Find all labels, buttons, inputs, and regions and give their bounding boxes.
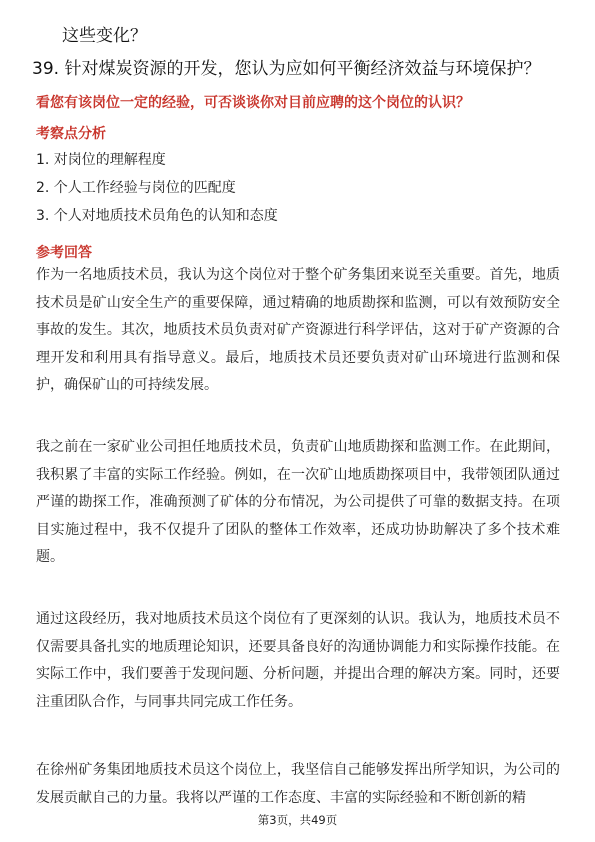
answer-paragraph: 通过这段经历，我对地质技术员这个岗位有了更深刻的认识。我认为，地质技术员不仅需要具备扎实的地质理论知识，还要具备良好的沟通协调能力和实际操作技能。在实际工作中，我们要善于发现问题、分析问题，并提出合理的解决方案。同时，还要注重团队合作，与同事共同完成工作任务。 <box>36 611 560 710</box>
answer-paragraph: 作为一名地质技术员，我认为这个岗位对于整个矿务集团来说至关重要。首先，地质技术员是矿山安全生产的重要保障，通过精确的地质勘探和监测，可以有效预防安全事故的发生。其次，地质技术员负责对矿产资源进行科学评估，这对于矿产资源的合理开发和利用具有指导意义。最后，地质技术员还要负责对矿山环境进行监测和保护，确保矿山的可持续发展。 <box>36 267 560 393</box>
analysis-point: 1. 对岗位的理解程度 <box>36 152 166 168</box>
analysis-heading: 考察点分析 <box>36 126 106 142</box>
previous-question-continuation: 这些变化？ <box>62 26 147 46</box>
analysis-point: 3. 个人对地质技术员角色的认知和态度 <box>36 208 278 224</box>
answer-paragraph: 在徐州矿务集团地质技术员这个岗位上，我坚信自己能够发挥出所学知识，为公司的发展贡献自己的力量。我将以严谨的工作态度、丰富的实际经验和不断创新的精 <box>36 762 560 806</box>
page-number-footer: 第3页，共49页 <box>257 813 338 827</box>
analysis-point: 2. 个人工作经验与岗位的匹配度 <box>36 180 236 196</box>
question-39: 39. 针对煤炭资源的开发，您认为应如何平衡经济效益与环境保护？ <box>32 59 541 79</box>
answer-paragraph: 我之前在一家矿业公司担任地质技术员，负责矿山地质勘探和监测工作。在此期间，我积累了丰富的实际工作经验。例如，在一次矿山地质勘探项目中，我带领团队通过严谨的勘探工作，准确预测了矿体的分布情况，为公司提供了可靠的数据支持。在项目实施过程中，我不仅提升了团队的整体工作效率，还成功协助解决了多个技术难题。 <box>36 439 560 565</box>
highlighted-question: 看您有该岗位一定的经验，可否谈谈你对目前应聘的这个岗位的认识？ <box>36 95 470 111</box>
answer-heading: 参考回答 <box>36 245 92 261</box>
